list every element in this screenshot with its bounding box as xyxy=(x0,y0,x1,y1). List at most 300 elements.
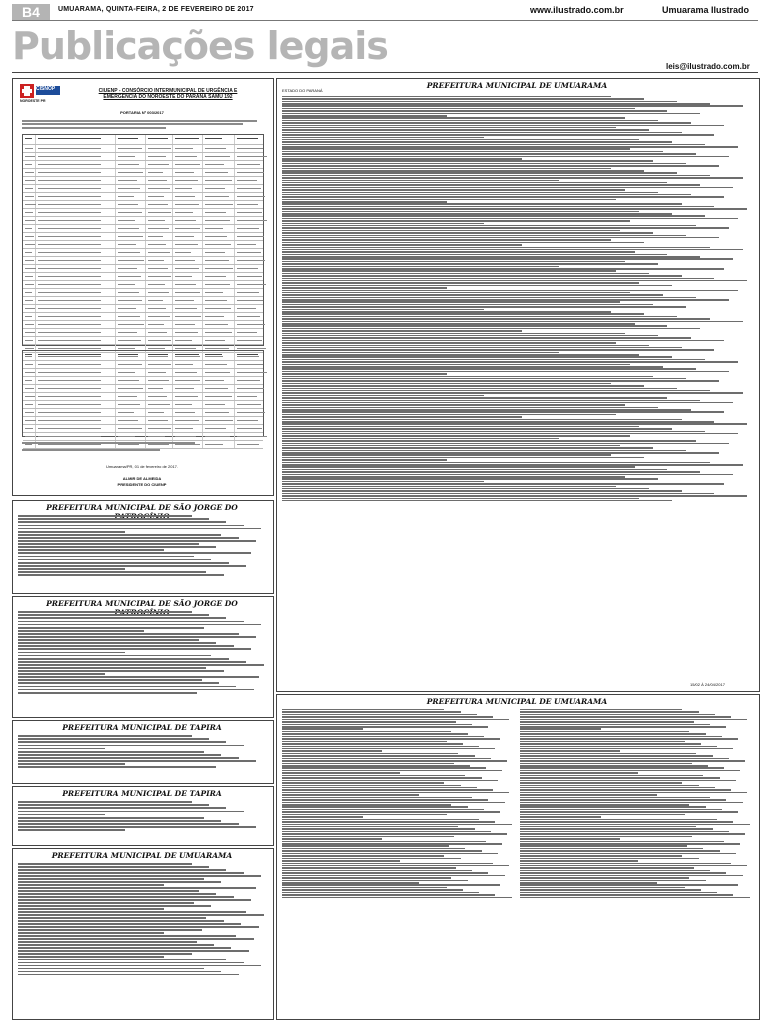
text-line xyxy=(18,686,236,688)
portaria-text xyxy=(22,118,262,130)
table-row xyxy=(23,305,263,313)
table-cell xyxy=(173,281,203,288)
table-cell xyxy=(116,297,146,304)
text-line xyxy=(520,843,740,845)
table-cell xyxy=(146,393,173,400)
text-line xyxy=(282,481,484,483)
table-cell xyxy=(146,417,173,424)
text-line xyxy=(520,831,729,833)
text-line xyxy=(18,738,209,740)
text-line xyxy=(282,447,653,449)
umuarama-body-br-col1 xyxy=(282,708,514,899)
text-line xyxy=(282,170,644,172)
text-line xyxy=(282,894,495,896)
text-line xyxy=(282,251,635,253)
table-cell xyxy=(116,217,146,224)
table-cell xyxy=(146,135,173,144)
text-line xyxy=(282,867,456,869)
table-cell xyxy=(116,401,146,408)
table-cell xyxy=(203,351,235,360)
table-cell xyxy=(23,425,36,432)
table-cell xyxy=(235,217,269,224)
text-line xyxy=(18,908,164,910)
tapira-body-2 xyxy=(18,800,266,832)
table-cell xyxy=(173,401,203,408)
text-line xyxy=(282,445,620,447)
table-cell xyxy=(235,337,269,344)
table-cell xyxy=(36,209,116,216)
table-cell xyxy=(116,249,146,256)
table-row xyxy=(23,217,263,225)
table-cell xyxy=(235,297,269,304)
table-cell xyxy=(36,337,116,344)
table-cell xyxy=(116,369,146,376)
table-row xyxy=(23,289,263,297)
text-line xyxy=(18,689,254,691)
table-cell xyxy=(203,209,235,216)
table-cell xyxy=(23,233,36,240)
table-cell xyxy=(36,217,116,224)
table-cell xyxy=(23,185,36,192)
text-line xyxy=(282,400,700,402)
text-line xyxy=(282,247,710,249)
text-line xyxy=(282,177,743,179)
text-line xyxy=(282,359,705,361)
table-cell xyxy=(146,265,173,272)
text-line xyxy=(282,821,495,823)
text-line xyxy=(18,540,256,542)
text-line xyxy=(282,311,611,313)
text-line xyxy=(18,571,206,573)
text-line xyxy=(282,488,649,490)
text-line xyxy=(282,486,616,488)
table-cell xyxy=(173,329,203,336)
text-line xyxy=(18,944,214,946)
text-line xyxy=(282,158,522,160)
table-cell xyxy=(173,145,203,152)
table-cell xyxy=(36,393,116,400)
text-line xyxy=(282,380,719,382)
table-cell xyxy=(116,201,146,208)
table-row xyxy=(23,145,263,153)
text-line xyxy=(520,760,745,762)
table-cell xyxy=(36,193,116,200)
text-line xyxy=(282,806,468,808)
table-cell xyxy=(203,225,235,232)
text-line xyxy=(18,664,264,666)
website-link[interactable]: www.ilustrado.com.br xyxy=(530,5,624,15)
text-line xyxy=(282,122,691,124)
table-cell xyxy=(23,393,36,400)
text-line xyxy=(282,814,447,816)
portaria-closing xyxy=(22,440,252,452)
text-line xyxy=(520,750,620,752)
text-line xyxy=(282,775,465,777)
table-row xyxy=(23,321,263,329)
table-cell xyxy=(173,297,203,304)
table-cell xyxy=(23,225,36,232)
table-cell xyxy=(116,417,146,424)
table-cell xyxy=(173,409,203,416)
text-line xyxy=(520,865,747,867)
portaria-number: PORTARIA Nº 003/2017 xyxy=(120,110,164,115)
table-cell xyxy=(116,265,146,272)
table-cell xyxy=(116,305,146,312)
text-line xyxy=(282,804,451,806)
text-line xyxy=(282,404,625,406)
text-line xyxy=(18,661,246,663)
text-line xyxy=(520,824,750,826)
table-cell xyxy=(203,241,235,248)
table-cell xyxy=(23,313,36,320)
text-line xyxy=(282,462,710,464)
table-cell xyxy=(146,233,173,240)
text-line xyxy=(282,414,616,416)
table-cell xyxy=(23,351,36,360)
table-cell xyxy=(36,361,116,368)
text-line xyxy=(282,349,714,351)
text-line xyxy=(520,884,738,886)
text-line xyxy=(282,875,505,877)
text-line xyxy=(282,452,719,454)
text-line xyxy=(520,855,682,857)
text-line xyxy=(282,419,682,421)
table-cell xyxy=(36,273,116,280)
table-cell xyxy=(116,385,146,392)
text-line xyxy=(18,881,221,883)
text-line xyxy=(520,714,715,716)
table-cell xyxy=(23,337,36,344)
text-line xyxy=(520,814,685,816)
table-cell xyxy=(173,135,203,144)
table-cell xyxy=(173,233,203,240)
text-line xyxy=(282,256,700,258)
text-line xyxy=(18,621,244,623)
text-line xyxy=(282,409,691,411)
text-line xyxy=(18,820,221,822)
text-line xyxy=(282,431,705,433)
text-line xyxy=(282,160,653,162)
text-line xyxy=(282,440,696,442)
text-line xyxy=(282,187,733,189)
ciuenp-logo xyxy=(20,84,62,106)
table-row xyxy=(23,313,263,321)
table-cell xyxy=(146,249,173,256)
text-line xyxy=(520,806,706,808)
table-cell xyxy=(23,289,36,296)
text-line xyxy=(18,766,216,768)
table-cell xyxy=(173,201,203,208)
text-line xyxy=(18,531,125,533)
text-line xyxy=(520,853,736,855)
table-cell xyxy=(235,409,269,416)
text-line xyxy=(282,471,700,473)
text-line xyxy=(18,549,164,551)
table-cell xyxy=(23,265,36,272)
text-line xyxy=(18,965,261,967)
table-cell xyxy=(146,241,173,248)
table-cell xyxy=(173,265,203,272)
text-line xyxy=(282,845,449,847)
text-line xyxy=(282,292,630,294)
text-line xyxy=(520,724,710,726)
text-line xyxy=(282,115,447,117)
text-line xyxy=(282,98,644,100)
table-cell xyxy=(235,273,269,280)
table-cell xyxy=(203,417,235,424)
text-line xyxy=(282,780,498,782)
date-stamp: 15/02 À 24/04/2017 xyxy=(690,682,725,687)
text-line xyxy=(282,395,484,397)
text-line xyxy=(282,325,667,327)
table-cell xyxy=(173,313,203,320)
text-line xyxy=(18,866,209,868)
text-line xyxy=(282,201,447,203)
table-cell xyxy=(36,161,116,168)
text-line xyxy=(282,469,667,471)
text-line xyxy=(282,785,461,787)
text-line xyxy=(520,758,729,760)
text-line xyxy=(282,721,456,723)
table-cell xyxy=(173,369,203,376)
text-line xyxy=(282,838,382,840)
table-cell xyxy=(203,193,235,200)
table-cell xyxy=(36,225,116,232)
table-cell xyxy=(235,241,269,248)
table-cell xyxy=(146,377,173,384)
table-cell xyxy=(173,169,203,176)
text-line xyxy=(520,863,731,865)
text-line xyxy=(282,478,658,480)
text-line xyxy=(18,763,125,765)
table-row xyxy=(23,297,263,305)
table-cell xyxy=(116,241,146,248)
text-line xyxy=(18,947,231,949)
text-line xyxy=(282,313,644,315)
text-line xyxy=(520,889,701,891)
text-line xyxy=(18,923,241,925)
umuarama-body-bl xyxy=(18,862,266,977)
text-line xyxy=(282,275,682,277)
text-line xyxy=(18,676,259,678)
umuarama-heading-main: PREFEITURA MUNICIPAL DE UMUARAMA xyxy=(426,81,608,90)
text-line xyxy=(18,893,216,895)
text-line xyxy=(18,617,226,619)
table-cell xyxy=(203,169,235,176)
text-line xyxy=(282,148,630,150)
table-cell xyxy=(235,393,269,400)
table-cell xyxy=(116,393,146,400)
table-cell xyxy=(203,297,235,304)
text-line xyxy=(18,735,192,737)
table-cell xyxy=(36,385,116,392)
table-cell xyxy=(116,351,146,360)
text-line xyxy=(282,831,491,833)
text-line xyxy=(282,237,719,239)
table-cell xyxy=(36,265,116,272)
text-line xyxy=(282,450,686,452)
table-row xyxy=(23,161,263,169)
table-cell xyxy=(235,153,269,160)
table-cell xyxy=(146,273,173,280)
text-line xyxy=(282,850,482,852)
text-line xyxy=(520,838,620,840)
table-cell xyxy=(36,153,116,160)
text-line xyxy=(18,938,254,940)
text-line xyxy=(282,724,472,726)
text-line xyxy=(282,309,484,311)
table-cell xyxy=(173,433,203,440)
text-line xyxy=(282,316,677,318)
text-line xyxy=(282,134,714,136)
text-line xyxy=(282,758,491,760)
text-line xyxy=(520,755,713,757)
text-line xyxy=(282,192,658,194)
text-line xyxy=(282,227,729,229)
sjp-body-1 xyxy=(18,514,266,577)
text-line xyxy=(18,556,194,558)
text-line xyxy=(18,528,261,530)
table-cell xyxy=(203,433,235,440)
table-cell xyxy=(146,209,173,216)
table-cell xyxy=(173,417,203,424)
ciuenp-signer: ALMIR DE ALMEIDA xyxy=(122,476,162,481)
text-line xyxy=(282,108,635,110)
table-cell xyxy=(36,145,116,152)
table-cell xyxy=(235,201,269,208)
table-cell xyxy=(203,425,235,432)
text-line xyxy=(282,282,639,284)
text-line xyxy=(282,750,382,752)
text-line xyxy=(282,836,454,838)
text-line xyxy=(282,203,682,205)
text-line xyxy=(282,716,493,718)
text-line xyxy=(282,235,686,237)
text-line xyxy=(18,574,224,576)
text-line xyxy=(18,521,226,523)
table-cell xyxy=(146,177,173,184)
table-cell xyxy=(203,153,235,160)
text-line xyxy=(520,816,601,818)
table-cell xyxy=(146,257,173,264)
text-line xyxy=(520,799,726,801)
text-line xyxy=(520,867,694,869)
table-cell xyxy=(116,177,146,184)
logo-text: CISNOP xyxy=(36,86,56,92)
text-line xyxy=(520,870,710,872)
text-line xyxy=(282,368,696,370)
text-line xyxy=(282,335,658,337)
text-line xyxy=(520,765,708,767)
text-line xyxy=(282,208,747,210)
text-line xyxy=(520,850,720,852)
text-line xyxy=(282,797,472,799)
text-line xyxy=(18,745,244,747)
table-cell xyxy=(173,193,203,200)
text-line xyxy=(18,896,234,898)
text-line xyxy=(282,860,400,862)
text-line xyxy=(520,797,710,799)
text-line xyxy=(282,127,616,129)
text-line xyxy=(282,733,468,735)
text-line xyxy=(18,633,239,635)
text-line xyxy=(282,500,672,502)
text-line xyxy=(282,772,400,774)
table-cell xyxy=(203,265,235,272)
table-cell xyxy=(173,425,203,432)
text-line xyxy=(520,860,638,862)
table-cell xyxy=(23,177,36,184)
table-cell xyxy=(116,153,146,160)
table-cell xyxy=(235,401,269,408)
text-line xyxy=(282,184,700,186)
table-cell xyxy=(203,185,235,192)
text-line xyxy=(282,137,484,139)
table-cell xyxy=(203,409,235,416)
text-line xyxy=(18,642,216,644)
ciuenp-city-date: Umuarama/PR, 01 de fevereiro de 2017. xyxy=(105,464,179,469)
text-line xyxy=(282,731,451,733)
text-line xyxy=(282,301,620,303)
table-cell xyxy=(36,377,116,384)
text-line xyxy=(282,304,653,306)
text-line xyxy=(520,716,731,718)
table-cell xyxy=(203,257,235,264)
table-cell xyxy=(203,369,235,376)
umuarama-heading-bl: PREFEITURA MUNICIPAL DE UMUARAMA xyxy=(51,851,233,860)
text-line xyxy=(18,917,206,919)
table-cell xyxy=(36,321,116,328)
text-line xyxy=(282,402,733,404)
section-email[interactable]: leis@ilustrado.com.br xyxy=(666,62,750,71)
text-line xyxy=(282,760,507,762)
text-line xyxy=(282,388,677,390)
text-line xyxy=(282,743,463,745)
table-cell xyxy=(116,169,146,176)
text-line xyxy=(282,242,644,244)
text-line xyxy=(18,760,256,762)
text-line xyxy=(18,935,236,937)
table-cell xyxy=(23,145,36,152)
text-line xyxy=(18,863,192,865)
text-line xyxy=(282,249,743,251)
table-cell xyxy=(203,393,235,400)
table-cell xyxy=(146,161,173,168)
text-line xyxy=(18,929,202,931)
sjp-heading-2: PREFEITURA MUNICIPAL DE SÃO JORGE DO xyxy=(46,599,238,608)
text-line xyxy=(282,378,686,380)
table-cell xyxy=(203,201,235,208)
table-cell xyxy=(235,433,269,440)
text-line xyxy=(18,518,209,520)
table-cell xyxy=(235,225,269,232)
text-line xyxy=(520,833,745,835)
text-line xyxy=(282,828,475,830)
text-line xyxy=(282,476,625,478)
table-row xyxy=(23,425,263,433)
text-line xyxy=(282,843,502,845)
text-line xyxy=(282,182,667,184)
table-cell xyxy=(116,209,146,216)
text-line xyxy=(520,763,692,765)
table-cell xyxy=(116,281,146,288)
text-line xyxy=(282,347,682,349)
table-cell xyxy=(203,401,235,408)
table-cell xyxy=(173,385,203,392)
umuarama-body-br-col2 xyxy=(520,708,752,899)
text-line xyxy=(282,392,743,394)
table-cell xyxy=(23,209,36,216)
